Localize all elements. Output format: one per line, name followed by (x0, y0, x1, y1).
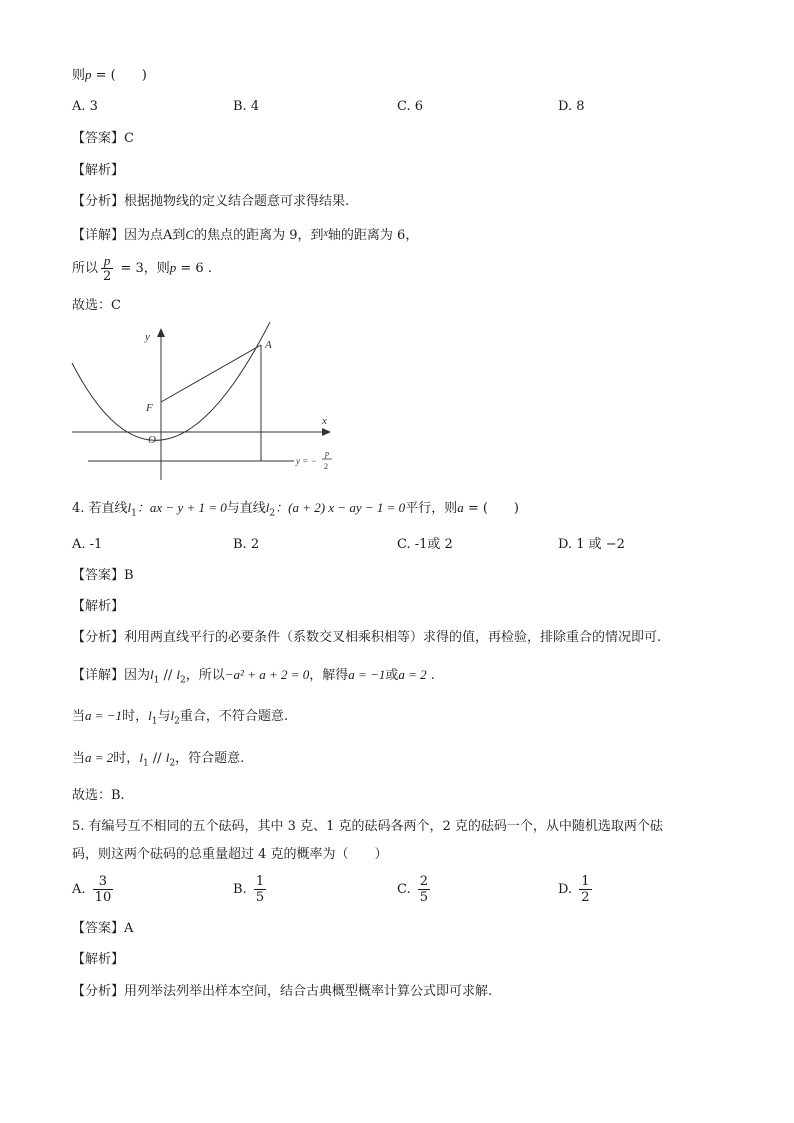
q5-option-d[interactable]: D. $\frac{1}{2}$ (558, 874, 590, 905)
q5-fenxi: 【分析】用列举法列举出样本空间，结合古典概型概率计算公式即可求解. (72, 984, 493, 999)
q5-option-c[interactable]: C. $\frac{2}{5}$ (397, 874, 429, 905)
q5-option-d-fraction: $\frac{1}{2}$ (581, 874, 590, 905)
y-axis-label: y (145, 331, 150, 343)
x-axis-arrow (322, 428, 331, 436)
point-a-label: A (265, 339, 272, 351)
q4-case2: 当a = 2时，$l_1 // l_2$，符合题意. (72, 750, 245, 769)
parabola-curve (72, 322, 270, 440)
q4-guxuan: 故选：B. (72, 788, 125, 803)
q5-answer: 【答案】A (72, 921, 134, 936)
q3-option-a[interactable]: A. 3 (72, 99, 98, 114)
directrix-frac-den: 2 (324, 462, 328, 471)
x-axis-label: x (322, 415, 327, 427)
origin-label: O (148, 434, 156, 446)
q3-fenxi: 【分析】根据抛物线的定义结合题意可求得结果. (72, 194, 350, 209)
q4-fenxi: 【分析】利用两直线平行的必要条件（系数交叉相乘积相等）求得的值，再检验，排除重合的情况即可. (72, 630, 662, 645)
q4-option-c[interactable]: C. -1或 2 (397, 537, 453, 552)
q3-analysis-label: 【解析】 (72, 163, 125, 178)
fraction-p-over-2: $\frac{p}{2}$ (103, 253, 112, 284)
q3-option-d[interactable]: D. 8 (558, 99, 585, 114)
q3-suoyi: 所以 $\frac{p}{2}$ = 3，则p = 6 . (72, 253, 212, 284)
q4-option-b[interactable]: B. 2 (233, 537, 260, 552)
q5-stem-line1: 5. 有编号互不相同的五个砝码，其中 3 克、1 克的砝码各两个，2 克的砝码一个，从中随机选取两个砝 (72, 819, 663, 834)
directrix-label: y = − (296, 456, 317, 466)
point-f-label: F (146, 402, 153, 414)
q4-case1: 当a = −1时，$l_1$与$l_2$重合，不符合题意. (72, 708, 288, 727)
q5-stem-line2: 码，则这两个砝码的总重量超过 4 克的概率为（ ） (72, 847, 388, 862)
q4-stem: 4. 若直线$l_1$：ax − y + 1 = 0与直线$l_2$：(a + 2) x − ay − 1 = 0平行，则a = ( ) (72, 500, 520, 519)
q4-option-a[interactable]: A. -1 (72, 537, 103, 552)
q4-xiangjie: 【详解】因为$l_1 // l_2$，所以−a² + a + 2 = 0，解得a = −1或a = 2 . (72, 667, 435, 686)
q3-guxuan: 故选：C (72, 298, 121, 313)
q4-option-d[interactable]: D. 1 或 −2 (558, 537, 625, 552)
y-axis-arrow (157, 328, 165, 337)
q4-answer: 【答案】B (72, 568, 134, 583)
segment-fa (161, 345, 261, 402)
q5-option-a[interactable]: A. $\frac{3}{10}$ (72, 874, 112, 905)
q3-xiangjie: 【详解】因为点A到C的焦点的距离为 9，到$^x$轴的距离为 6， (72, 227, 419, 243)
q3-stem: 则p = ( ) (72, 67, 147, 83)
directrix-frac-num: p (325, 449, 329, 458)
q4-analysis-label: 【解析】 (72, 599, 125, 614)
q5-option-c-fraction: $\frac{2}{5}$ (419, 874, 429, 905)
q3-option-c[interactable]: C. 6 (397, 99, 424, 114)
q5-analysis-label: 【解析】 (72, 952, 125, 967)
parabola-figure (68, 318, 338, 484)
q3-answer: 【答案】C (72, 131, 134, 146)
q5-option-b[interactable]: B. $\frac{1}{5}$ (233, 874, 265, 905)
q5-option-a-fraction: $\frac{3}{10}$ (94, 874, 112, 905)
q5-option-b-fraction: $\frac{1}{5}$ (255, 874, 265, 905)
q3-option-b[interactable]: B. 4 (233, 99, 260, 114)
